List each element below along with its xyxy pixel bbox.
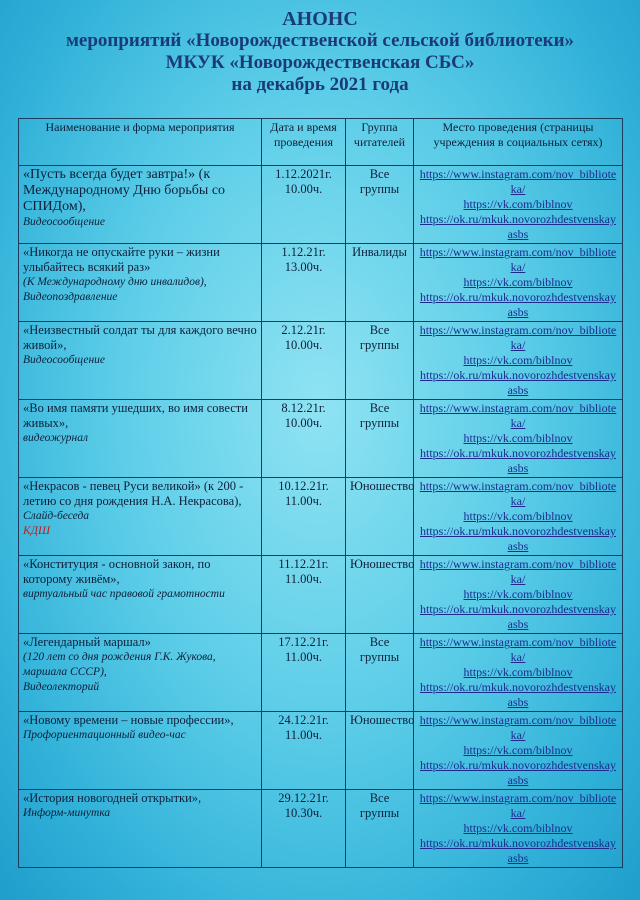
event-date: 1.12.2021г. [275, 167, 332, 181]
event-cell [19, 634, 262, 712]
event-date-cell [262, 478, 346, 556]
column-header-event: Наименование и форма мероприятия [19, 119, 262, 166]
event-form: Слайд-беседа [23, 510, 90, 522]
event-date-cell [262, 244, 346, 322]
event-location-cell [414, 556, 623, 634]
table-row [19, 634, 623, 712]
event-date: 11.12.21г. [278, 557, 329, 571]
table-row [19, 712, 623, 790]
instagram-link[interactable]: https://www.instagram.com/nov_biblioteka/ [419, 401, 617, 430]
event-time: 13.00ч. [284, 260, 323, 274]
instagram-link[interactable]: https://www.instagram.com/nov_biblioteka/ [419, 167, 617, 196]
instagram-link[interactable]: https://www.instagram.com/nov_biblioteka/ [419, 791, 617, 820]
event-title: «История новогодней открытки», [23, 791, 202, 805]
ok-link[interactable]: https://ok.ru/mkuk.novorozhdestvenskayasbs [420, 212, 616, 241]
announcement-subtitle-institution: МКУК «Новорождественская СБС» [165, 52, 475, 73]
event-group: Все группы [346, 790, 414, 868]
event-cell [19, 400, 262, 478]
event-time: 11.00ч. [284, 650, 323, 664]
event-group: Юношество [346, 556, 414, 634]
events-table-body [19, 166, 623, 868]
event-form: видеожурнал [23, 432, 88, 444]
ok-link[interactable]: https://ok.ru/mkuk.novorozhdestvenskayasbs [420, 836, 616, 865]
event-location-cell [414, 478, 623, 556]
event-group: Все группы [346, 322, 414, 400]
event-title: «Никогда не опускайте руки – жизни улыбайтесь всякий раз» [23, 245, 220, 274]
vk-link[interactable]: https://vk.com/biblnov [463, 353, 573, 367]
ok-link[interactable]: https://ok.ru/mkuk.novorozhdestvenskayasbs [420, 368, 616, 397]
event-date-cell [262, 634, 346, 712]
event-form: Видеолекторий [23, 681, 100, 693]
event-title: «Во имя памяти ушедших, во имя совести живых», [23, 401, 248, 430]
ok-link[interactable]: https://ok.ru/mkuk.novorozhdestvenskayasbs [420, 680, 616, 709]
event-location-cell [414, 790, 623, 868]
event-tag: КДШ [23, 525, 50, 537]
event-cell [19, 790, 262, 868]
ok-link[interactable]: https://ok.ru/mkuk.novorozhdestvenskayasbs [420, 446, 616, 475]
event-group: Все группы [346, 400, 414, 478]
table-row [19, 244, 623, 322]
event-date: 8.12.21г. [281, 401, 326, 415]
event-location-cell [414, 712, 623, 790]
event-date: 29.12.21г. [278, 791, 329, 805]
vk-link[interactable]: https://vk.com/biblnov [463, 587, 573, 601]
ok-link[interactable]: https://ok.ru/mkuk.novorozhdestvenskayasbs [420, 290, 616, 319]
event-date-cell [262, 556, 346, 634]
event-date: 24.12.21г. [278, 713, 329, 727]
ok-link[interactable]: https://ok.ru/mkuk.novorozhdestvenskayasbs [420, 758, 616, 787]
event-group: Юношество [346, 712, 414, 790]
event-group: Все группы [346, 634, 414, 712]
event-cell [19, 244, 262, 322]
event-location-cell [414, 322, 623, 400]
event-form: Видеосообщение [23, 354, 106, 366]
announcement-subtitle-library: мероприятий «Новорождественской сельской библиотеки» [65, 30, 575, 51]
event-group: Все группы [346, 166, 414, 244]
event-location-cell [414, 166, 623, 244]
event-time: 10.00ч. [284, 416, 323, 430]
event-group: Юношество [346, 478, 414, 556]
event-time: 11.00ч. [284, 728, 323, 742]
events-table [18, 118, 623, 868]
event-time: 10.00ч. [284, 182, 323, 196]
table-row [19, 166, 623, 244]
event-note: (К Международному дню инвалидов), [23, 276, 207, 288]
table-row [19, 556, 623, 634]
event-date: 17.12.21г. [278, 635, 329, 649]
event-title: «Некрасов - певец Руси великой» (к 200 - летию со дня рождения Н.А. Некрасова), [23, 479, 244, 508]
event-location-cell [414, 244, 623, 322]
event-form: Видеопоздравление [23, 291, 118, 303]
instagram-link[interactable]: https://www.instagram.com/nov_biblioteka/ [419, 713, 617, 742]
table-row [19, 790, 623, 868]
ok-link[interactable]: https://ok.ru/mkuk.novorozhdestvenskayasbs [420, 602, 616, 631]
vk-link[interactable]: https://vk.com/biblnov [463, 275, 573, 289]
event-location-cell [414, 634, 623, 712]
event-title: «Конституция - основной закон, по которому живём», [23, 557, 211, 586]
table-row [19, 400, 623, 478]
event-group: Инвалиды [346, 244, 414, 322]
instagram-link[interactable]: https://www.instagram.com/nov_biblioteka/ [419, 245, 617, 274]
table-header-row [19, 119, 623, 166]
event-time: 11.00ч. [284, 494, 323, 508]
event-cell [19, 712, 262, 790]
event-date-cell [262, 790, 346, 868]
event-date-cell [262, 166, 346, 244]
column-header-date: Дата и время проведения [262, 119, 346, 166]
vk-link[interactable]: https://vk.com/biblnov [463, 431, 573, 445]
instagram-link[interactable]: https://www.instagram.com/nov_biblioteka/ [419, 479, 617, 508]
instagram-link[interactable]: https://www.instagram.com/nov_biblioteka/ [419, 323, 617, 352]
event-cell [19, 322, 262, 400]
event-title: «Неизвестный солдат ты для каждого вечно живой», [23, 323, 257, 352]
event-time: 10.30ч. [284, 806, 323, 820]
vk-link[interactable]: https://vk.com/biblnov [463, 197, 573, 211]
event-title: «Новому времени – новые профессии», [23, 713, 234, 727]
event-date-cell [262, 400, 346, 478]
table-row [19, 322, 623, 400]
event-date-cell [262, 322, 346, 400]
vk-link[interactable]: https://vk.com/biblnov [463, 743, 573, 757]
event-note: (120 лет со дня рождения Г.К. Жукова, маршала СССР), [23, 651, 216, 678]
column-header-group: Группа читателей [346, 119, 414, 166]
event-date: 2.12.21г. [281, 323, 326, 337]
table-row [19, 478, 623, 556]
ok-link[interactable]: https://ok.ru/mkuk.novorozhdestvenskayasbs [420, 524, 616, 553]
event-time: 10.00ч. [284, 338, 323, 352]
announcement-subtitle-period: на декабрь 2021 года [231, 74, 409, 95]
vk-link[interactable]: https://vk.com/biblnov [463, 665, 573, 679]
instagram-link[interactable]: https://www.instagram.com/nov_biblioteka/ [419, 557, 617, 586]
vk-link[interactable]: https://vk.com/biblnov [463, 509, 573, 523]
event-location-cell [414, 400, 623, 478]
event-cell [19, 556, 262, 634]
event-cell [19, 166, 262, 244]
event-form: Информ-минутка [23, 807, 111, 819]
column-header-location: Место проведения (страницы учреждения в социальных сетях) [414, 119, 623, 166]
event-form: Профориентационный видео-час [23, 729, 186, 741]
event-date: 1.12.21г. [281, 245, 326, 259]
instagram-link[interactable]: https://www.instagram.com/nov_biblioteka/ [419, 635, 617, 664]
event-form: виртуальный час правовой грамотности [23, 588, 225, 600]
event-cell [19, 478, 262, 556]
event-date: 10.12.21г. [278, 479, 329, 493]
event-title: «Легендарный маршал» [23, 635, 151, 649]
event-title: «Пусть всегда будет завтра!» (к Международному Дню борьбы со СПИДом), [23, 167, 226, 214]
event-time: 11.00ч. [284, 572, 323, 586]
announcement-header [0, 0, 640, 96]
vk-link[interactable]: https://vk.com/biblnov [463, 821, 573, 835]
announcement-title: АНОНС [282, 8, 358, 30]
event-date-cell [262, 712, 346, 790]
event-form: Видеосообщение [23, 216, 106, 228]
